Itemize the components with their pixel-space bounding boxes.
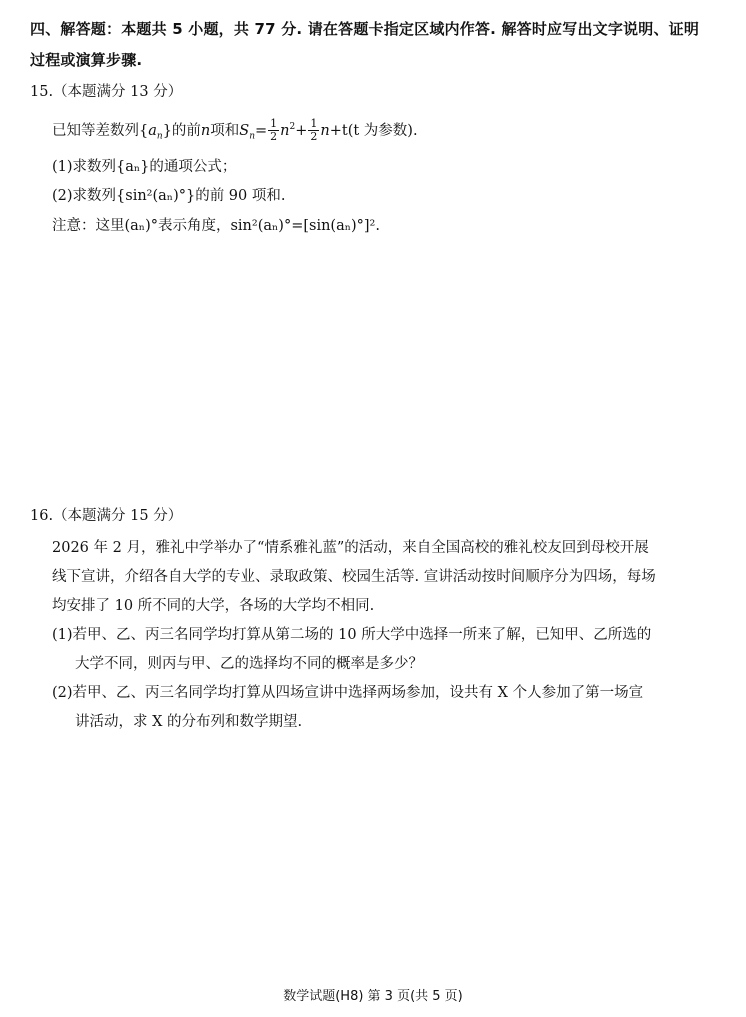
q16-para-line-1: 2026 年 2 月，雅礼中学举办了“情系雅礼蓝”的活动，来自全国高校的雅礼校友回到母校开展 xyxy=(52,540,649,556)
q16-part2-line-2: 讲活动，求 X 的分布列和数学期望. xyxy=(75,714,303,730)
q15-stem-n: n xyxy=(200,122,211,139)
page-footer: 数学试题(H8) 第 3 页(共 5 页) xyxy=(283,989,463,1004)
q16-part1-line-2: 大学不同，则丙与甲、乙的选择均不同的概率是多少？ xyxy=(75,656,423,672)
section-heading-line-1: 四、解答题：本题共 5 小题，共 77 分. 请在答题卡指定区域内作答. 解答时应写出文字说明、证明 xyxy=(30,20,700,38)
q15-S: S xyxy=(239,122,250,139)
q16-part1-line-1: (1)若甲、乙、丙三名同学均打算从第二场的 10 所大学中选择一所来了解，已知甲、乙所选的 xyxy=(52,627,652,643)
section-heading xyxy=(30,14,720,76)
q15-n2: n xyxy=(280,122,290,139)
q15-part1: (1)求数列{aₙ}的通项公式； xyxy=(52,159,237,175)
q15-title: 15.（本题满分 13 分） xyxy=(30,84,183,100)
q16-para-line-3: 均安排了 10 所不同的大学，各场的大学均不相同. xyxy=(52,598,375,614)
q15-stem-mid: }的前 xyxy=(162,122,201,139)
q15-note: 注意：这里(aₙ)°表示角度，sin²(aₙ)°=[sin(aₙ)°]². xyxy=(52,218,380,234)
q15-frac-b: $\frac{1}{2}$ xyxy=(310,117,318,144)
q15-sum-text: 项和 xyxy=(210,122,240,139)
q16-title: 16.（本题满分 15 分） xyxy=(30,508,183,524)
section-heading-line-2: 过程或演算步骤. xyxy=(30,51,143,69)
q15-seq-a: a xyxy=(148,122,157,139)
q15-eq: = xyxy=(255,122,268,139)
q15-t-text: +t(t 为参数). xyxy=(329,122,418,139)
q15-stem-prefix: 已知等差数列{ xyxy=(52,122,149,139)
q15-part2: (2)求数列{sin²(aₙ)°}的前 90 项和. xyxy=(52,188,286,204)
q15-frac-a: $\frac{1}{2}$ xyxy=(270,117,278,144)
q15-stem: 已知等差数列$\{a_n\}$的前n项和$S_n=$ $\frac{1}{2}$ $n^2+$ $\frac{1}{2}$ n+t(t 为参数). xyxy=(52,117,418,144)
q16-para-line-2: 线下宣讲，介绍各自大学的专业、录取政策、校园生活等. 宣讲活动按时间顺序分为四场，每场 xyxy=(52,569,656,585)
q15-plus: + xyxy=(295,122,308,139)
q16-part2-line-1: (2)若甲、乙、丙三名同学均打算从四场宣讲中选择两场参加，设共有 X 个人参加了第一场宣 xyxy=(52,685,644,701)
q15-n1: n xyxy=(320,122,330,139)
